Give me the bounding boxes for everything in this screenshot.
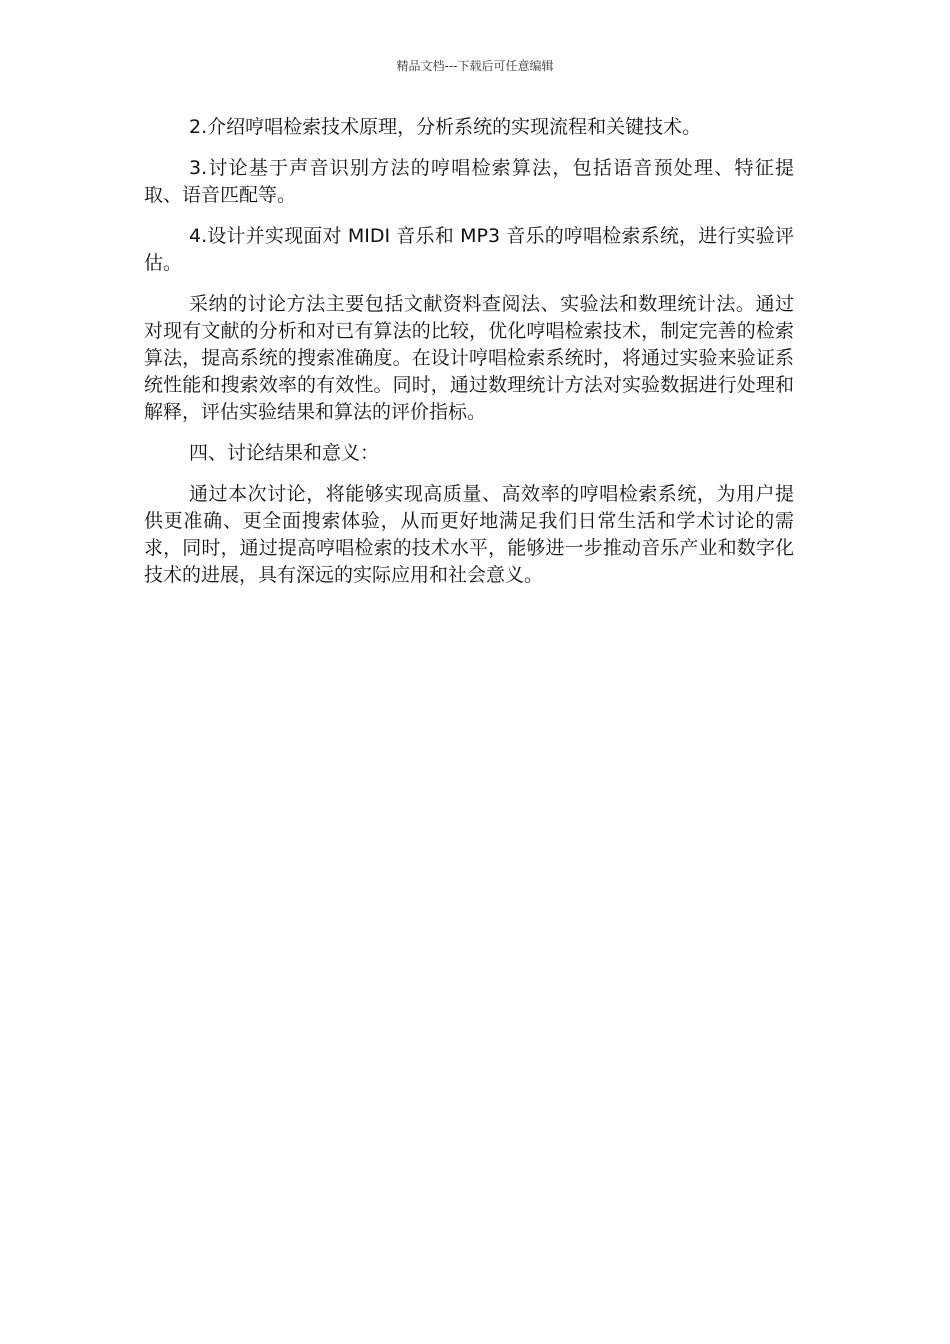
paragraph-item-2: 2.介绍哼唱检索技术原理，分析系统的实现流程和关键技术。 (189, 116, 702, 138)
paragraph-item-4: 4.设计并实现面对 MIDI 音乐和 MP3 音乐的哼唱检索系统，进行实验评估。 (144, 225, 794, 274)
document-body (144, 114, 794, 603)
paragraph-results: 通过本次讨论，将能够实现高质量、高效率的哼唱检索系统，为用户提供更准确、更全面搜索体验，从而更好地满足我们日常生活和学术讨论的需求，同时，通过提高哼唱检索的技术水平，能够进一步推动音乐产业和数字化技术的进展，具有深远的实际应用和社会意义。 (144, 483, 794, 586)
page-header: 精品文档---下载后可任意编辑 (396, 59, 554, 73)
paragraph-item-3: 3.讨论基于声音识别方法的哼唱检索算法，包括语音预处理、特征提取、语音匹配等。 (144, 157, 794, 206)
paragraph-methods: 采纳的讨论方法主要包括文献资料查阅法、实验法和数理统计法。通过对现有文献的分析和对已有算法的比较，优化哼唱检索技术，制定完善的检索算法，提高系统的搜索准确度。在设计哼唱检索系统时，将通过实验来验证系统性能和搜索效率的有效性。同时，通过数理统计方法对实验数据进行处理和解释，评估实验结果和算法的评价指标。 (144, 293, 794, 423)
section-heading-results: 四、讨论结果和意义： (189, 442, 380, 464)
